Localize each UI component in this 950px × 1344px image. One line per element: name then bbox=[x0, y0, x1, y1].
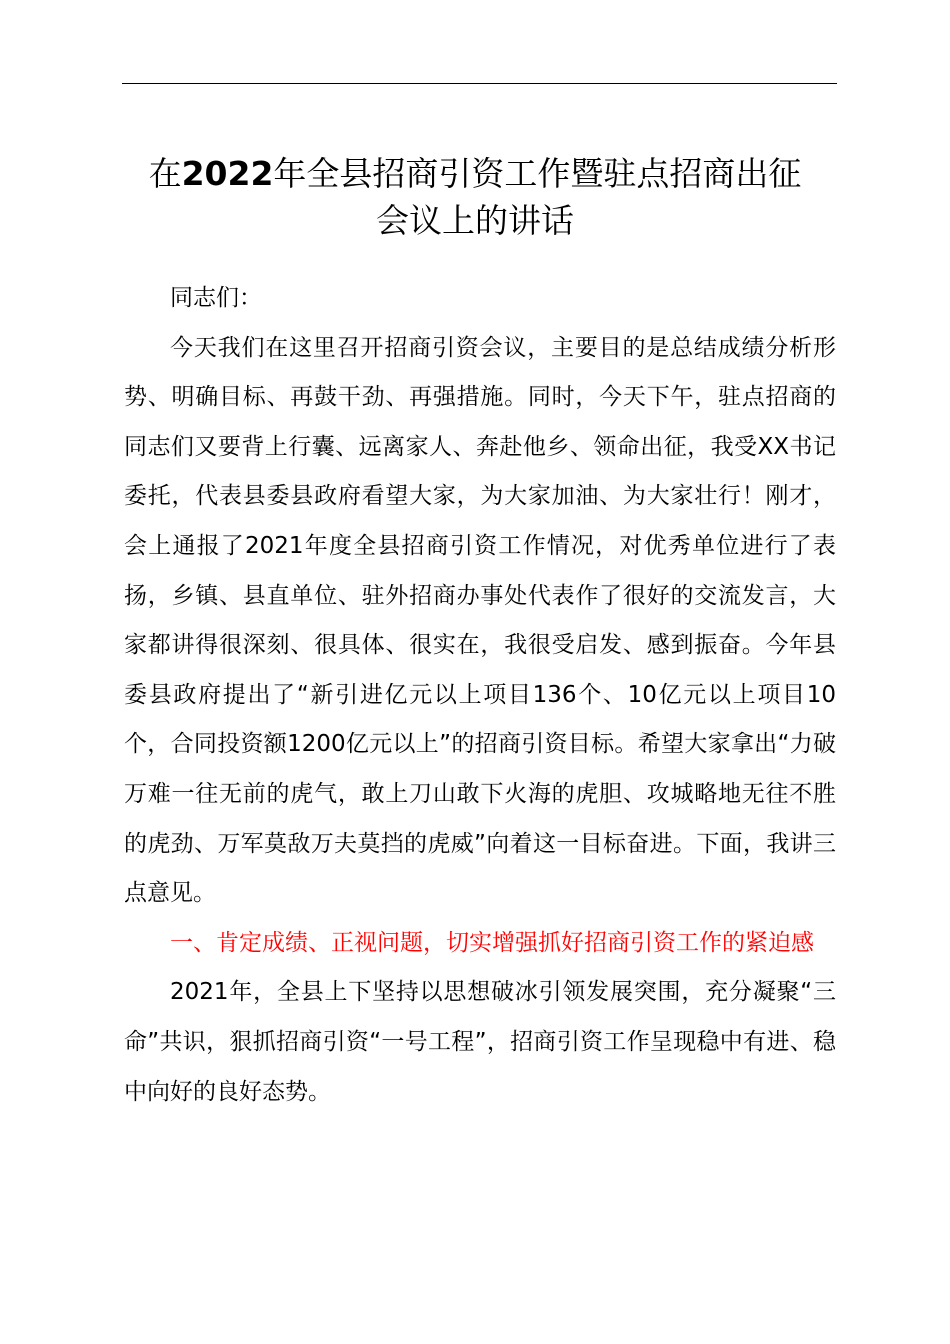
document-title bbox=[100, 150, 850, 244]
paragraph-opening: 今天我们在这里召开招商引资会议，主要目的是总结成绩分析形势、明确目标、再鼓干劲、再强措施。同时，今天下午，驻点招商的同志们又要背上行囊、远离家人、奔赴他乡、领命出征，我受XX书记委托，代表县委县政府看望大家，为大家加油、为大家壮行！刚才，会上通报了2021年度全县招商引资工作情况，对优秀单位进行了表扬，乡镇、县直单位、驻外招商办事处代表作了很好的交流发言，大家都讲得很深刻、很具体、很实在，我很受启发、感到振奋。今年县委县政府提出了“新引进亿元以上项目136个、10亿元以上项目10个，合同投资额1200亿元以上”的招商引资目标。希望大家拿出“力破万难一往无前的虎气，敢上刀山敢下火海的虎胆、攻城略地无往不胜的虎劲、万军莫敌万夫莫挡的虎威”向着这一目标奋进。下面，我讲三点意见。 bbox=[124, 334, 836, 907]
title-line1 bbox=[149, 154, 802, 193]
salutation: 同志们： bbox=[170, 285, 262, 311]
section-heading-1: 一、肯定成绩、正视问题，切实增强抓好招商引资工作的紧迫感 bbox=[170, 929, 814, 956]
document-body bbox=[124, 274, 836, 1117]
paragraph-section-1: 2021年，全县上下坚持以思想破冰引领发展突围，充分凝聚“三命”共识，狠抓招商引资“一号工程”，招商引资工作呈现稳中有进、稳中向好的良好态势。 bbox=[124, 979, 836, 1105]
title-suffix: 年全县招商引资工作暨驻点招商出征 bbox=[273, 154, 802, 193]
top-divider-line bbox=[122, 83, 837, 84]
title-prefix: 在 bbox=[148, 154, 182, 193]
title-line2: 会议上的讲话 bbox=[376, 201, 574, 240]
title-year: 2022 bbox=[181, 154, 274, 193]
